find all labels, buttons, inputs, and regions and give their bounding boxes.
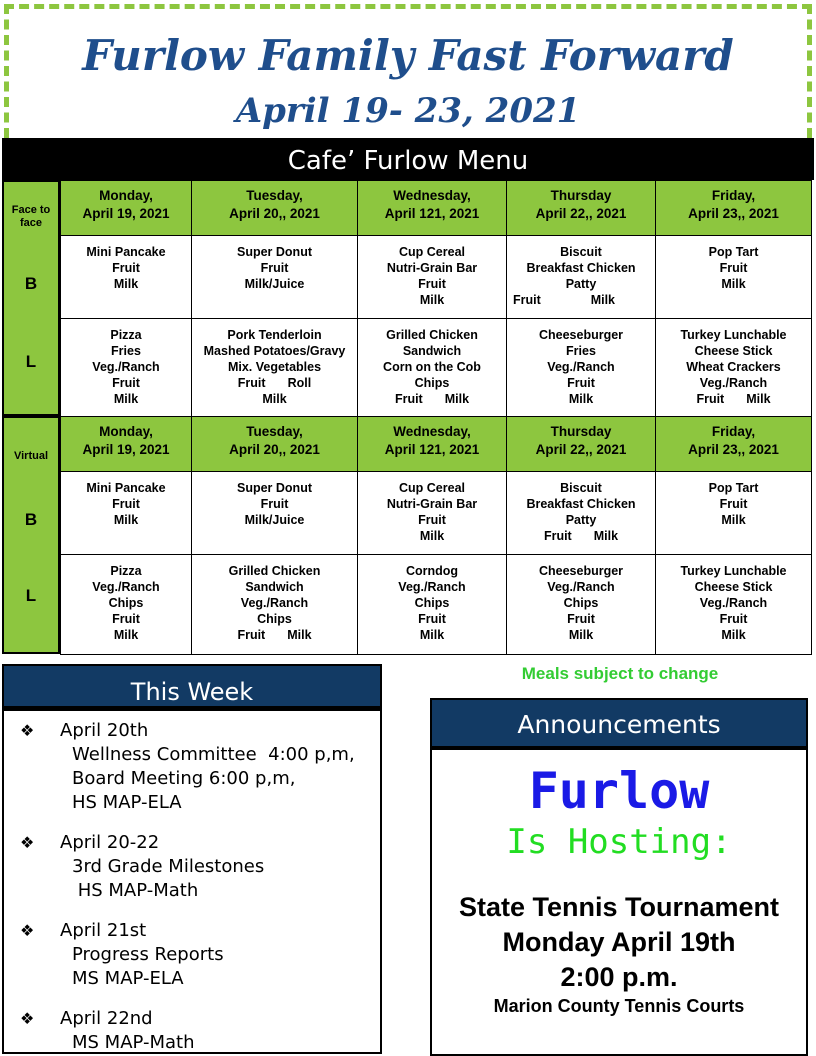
lunch-cell [61,555,192,655]
menu-item: Fries [566,344,596,358]
menu-item: Breakfast Chicken [526,261,636,275]
menu-item: Fruit [543,529,572,543]
day-date: April 20,, 2021 [229,206,320,221]
menu-item: Cheese Stick [694,580,773,594]
menu-item: Grilled Chicken [386,328,478,342]
menu-item: Wheat Crackers [686,360,781,374]
event-details [432,890,806,995]
menu-item: Mini Pancake [86,481,166,495]
event-detail: MS MAP-Math [72,1032,195,1053]
breakfast-cell [61,472,192,555]
menu-table-virtual [60,416,812,655]
menu-item: Veg./Ranch [699,376,768,390]
menu-item: Pork Tenderloin [227,328,322,342]
day-name: Thursday [550,188,612,203]
menu-title: Cafe’ Furlow Menu [2,138,814,180]
bullet-icon: ❖ [20,833,35,852]
this-week-title: This Week [2,664,382,708]
menu-table-face-to-face [60,180,812,419]
menu-item: Fruit [418,513,446,527]
lunch-cell [358,555,507,655]
menu-item: Fruit [418,277,446,291]
menu-item: Milk [721,277,746,291]
section-label-virtual [2,416,60,654]
menu-item-pair [192,627,357,643]
day-header [192,181,358,236]
day-date: April 23,, 2021 [688,442,779,457]
menu-item: Fruit [567,376,595,390]
section-label: Face to face [11,204,51,229]
day-name: Wednesday, [393,188,471,203]
menu-item: Cheeseburger [538,328,624,342]
lunch-cell [192,555,358,655]
day-name: Tuesday, [246,424,303,439]
menu-item: Veg./Ranch [547,580,615,594]
day-name: Monday, [99,424,153,439]
menu-item: Turkey Lunchable [680,328,787,342]
bullet-icon: ❖ [20,921,35,940]
breakfast-label: B [24,510,38,529]
menu-item: Fruit [719,612,748,626]
menu-grid [2,180,814,654]
event-line: Monday April 19th [502,927,736,957]
menu-item-pair [507,528,655,544]
bullet-icon: ❖ [20,721,35,740]
menu-item: Mini Pancake [86,245,166,259]
menu-item: Chips [414,376,450,390]
lunch-cell [61,319,192,419]
menu-item: Fruit [719,261,748,275]
event-detail: MS MAP-ELA [72,968,184,989]
menu-item: Mashed Potatoes/Gravy [203,344,346,358]
menu-item: Milk [419,529,445,543]
menu-item: Milk [113,628,139,642]
lunch-label: L [25,352,37,371]
day-header [61,181,192,236]
meals-note: Meals subject to change [521,664,719,683]
day-date: April 19, 2021 [82,206,170,221]
lunch-cell [358,319,507,419]
menu-item: Nutri-Grain Bar [386,497,478,511]
menu-item: Patty [565,277,597,291]
menu-item: Roll [287,376,312,390]
menu-item: Nutri-Grain Bar [386,261,478,275]
menu-item: Cheese Stick [694,344,773,358]
menu-item: Fruit [112,497,140,511]
menu-item: Fruit [112,376,140,390]
menu-item: Fruit [719,497,748,511]
breakfast-cell [656,236,812,319]
menu-item: Milk [746,392,771,406]
menu-item: Milk [113,513,139,527]
day-header [192,417,358,472]
day-name: Monday, [99,188,153,203]
menu-item: Milk [113,277,139,291]
menu-item: Veg./Ranch [92,580,160,594]
menu-item: Milk [262,392,287,406]
day-date: April 22,, 2021 [535,442,627,457]
day-date: April 19, 2021 [82,442,170,457]
menu-item: Fruit [567,612,595,626]
event-line: State Tennis Tournament [458,892,780,922]
newsletter-dates: April 19- 23, 2021 [235,91,581,131]
menu-item: Milk [419,628,445,642]
menu-item: Chips [257,612,292,626]
breakfast-cell [507,472,656,555]
menu-item: Corn on the Cob [383,360,481,374]
menu-item: Fruit [237,628,266,642]
menu-item: Milk [568,628,594,642]
menu-item: Corndog [405,564,459,578]
event-line: 2:00 p.m. [560,962,678,992]
event-detail: HS MAP-ELA [72,792,182,813]
menu-item: Pizza [110,328,142,342]
event-item [4,719,380,815]
menu-item: Pop Tart [708,245,759,259]
announcements-title: Announcements [430,698,808,748]
day-header [358,417,507,472]
event-date: April 22nd [60,1008,153,1029]
breakfast-cell [507,236,656,319]
breakfast-cell [61,236,192,319]
lunch-cell [507,555,656,655]
menu-item: Turkey Lunchable [680,564,787,578]
menu-item: Milk [444,392,470,406]
day-header [656,181,812,236]
day-name: Tuesday, [246,188,303,203]
day-name: Wednesday, [393,424,471,439]
menu-item: Patty [565,513,597,527]
menu-item: Milk [593,529,619,543]
day-header [358,181,507,236]
newsletter-title: Furlow Family Fast Forward [82,31,734,80]
menu-item: Breakfast Chicken [526,497,636,511]
menu-item: Fruit [237,376,266,390]
menu-item: Fruit [418,612,446,626]
menu-item: Milk [568,392,594,406]
menu-item: Milk [287,628,312,642]
menu-item-pair [358,391,506,407]
menu-item: Cup Cereal [399,245,465,259]
menu-item: Pizza [110,564,142,578]
host-text: Is Hosting: [506,822,732,862]
day-name: Friday, [711,188,756,203]
host-name: Furlow [528,762,710,820]
event-detail: Wellness Committee 4:00 p,m, [72,744,355,765]
menu-item: Fruit [260,497,289,511]
menu-item: Mix. Vegetables [227,360,322,374]
menu-item: Milk/Juice [244,277,305,291]
menu-item: Biscuit [560,481,602,495]
day-header [61,417,192,472]
menu-item: Veg./Ranch [699,596,768,610]
menu-item: Chips [563,596,599,610]
section-label: Virtual [13,450,49,462]
menu-item: Chips [414,596,450,610]
breakfast-cell [358,472,507,555]
menu-item-pair [192,375,357,391]
day-header [507,417,656,472]
breakfast-cell [656,472,812,555]
day-name: Thursday [550,424,612,439]
menu-item-pair [507,292,655,308]
event-location: Marion County Tennis Courts [493,996,745,1016]
menu-item: Milk [590,293,615,307]
lunch-cell [656,555,812,655]
event-detail: 3rd Grade Milestones [72,856,265,877]
menu-item: Biscuit [560,245,602,259]
menu-item-pair [656,391,811,407]
menu-item: Fruit [696,392,725,406]
section-label-face-to-face [2,180,60,416]
event-detail: Board Meeting 6:00 p,m, [72,768,296,789]
day-date: April 121, 2021 [384,206,480,221]
event-detail: Progress Reports [72,944,224,965]
day-date: April 23,, 2021 [688,206,779,221]
event-item [4,919,380,991]
this-week-list [2,708,382,1054]
menu-item: Veg./Ranch [398,580,466,594]
header-banner [4,4,812,138]
menu-item: Fries [111,344,141,358]
event-date: April 20-22 [60,832,160,853]
event-detail: HS MAP-Math [72,880,199,901]
lunch-cell [507,319,656,419]
menu-item: Fruit [513,293,541,307]
day-header [656,417,812,472]
menu-item: Chips [108,596,144,610]
menu-item: Veg./Ranch [240,596,309,610]
menu-item: Grilled Chicken [228,564,321,578]
day-date: April 121, 2021 [384,442,480,457]
event-item [4,1007,380,1055]
menu-item: Fruit [260,261,289,275]
menu-item: Sandwich [402,344,462,358]
event-item [4,831,380,903]
menu-item: Milk/Juice [244,513,305,527]
menu-item: Veg./Ranch [92,360,160,374]
menu-item: Fruit [394,392,423,406]
day-date: April 22,, 2021 [535,206,627,221]
menu-item: Cheeseburger [538,564,624,578]
day-date: April 20,, 2021 [229,442,320,457]
day-header [507,181,656,236]
event-date: April 21st [60,920,147,941]
announcements-box [430,748,808,1056]
breakfast-cell [192,236,358,319]
menu-item: Fruit [112,612,140,626]
lunch-label: L [25,586,37,605]
menu-item: Cup Cereal [399,481,465,495]
menu-item: Pop Tart [708,481,759,495]
menu-item: Milk [721,513,746,527]
breakfast-label: B [24,274,38,293]
menu-item: Fruit [112,261,140,275]
bullet-icon: ❖ [20,1009,35,1028]
menu-item: Super Donut [237,245,312,259]
menu-item: Super Donut [237,481,312,495]
menu-item: Sandwich [245,580,304,594]
breakfast-cell [192,472,358,555]
day-name: Friday, [711,424,756,439]
menu-item: Milk [419,293,445,307]
event-date: April 20th [60,720,149,741]
breakfast-cell [358,236,507,319]
lunch-cell [656,319,812,419]
menu-item: Milk [113,392,139,406]
menu-item: Milk [721,628,746,642]
lunch-cell [192,319,358,419]
menu-item: Veg./Ranch [547,360,615,374]
